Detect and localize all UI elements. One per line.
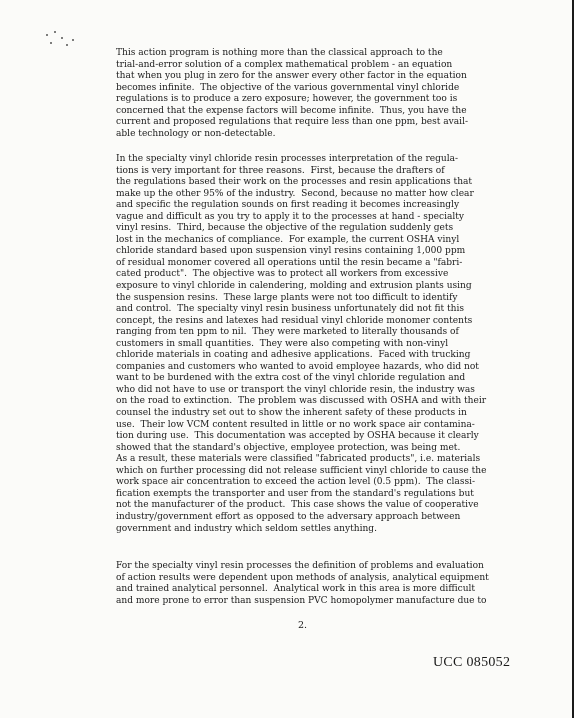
text-line: For the specialty vinyl resin processes the definition of problems and evaluation bbox=[116, 561, 484, 571]
text-line: customers in small quantities. They were also competing with non-vinyl bbox=[116, 338, 449, 349]
scan-speck bbox=[72, 39, 74, 41]
text-line: exposure to vinyl chloride in calendering, molding and extrusion plants using bbox=[116, 281, 472, 292]
text-line: the suspension resins. These large plants were not too difficult to identify bbox=[116, 292, 458, 303]
scan-speck bbox=[50, 42, 52, 44]
text-line: counsel the industry set out to show the inherent safety of these products in bbox=[116, 408, 467, 419]
page-number: 2. bbox=[298, 620, 308, 631]
text-line: This action program is nothing more than the classical approach to the bbox=[116, 48, 443, 58]
text-line: chloride standard based upon suspension vinyl resins containing 1,000 ppm bbox=[116, 246, 466, 257]
text-line: and control. The specialty vinyl resin business unfortunately did not fit this bbox=[116, 304, 465, 315]
paragraph-specialty-resin-interpretation bbox=[116, 154, 548, 535]
text-line: that when you plug in zero for the answer every other factor in the equation bbox=[116, 71, 467, 82]
text-line: vague and difficult as you try to apply it to the processes at hand - specialty bbox=[116, 211, 465, 222]
text-line: not the manufacturer of the product. This case shows the value of cooperative bbox=[116, 500, 479, 511]
text-line: which on further processing did not release sufficient vinyl chloride to cause the bbox=[116, 465, 487, 476]
scan-speck bbox=[66, 44, 68, 46]
scan-specks bbox=[44, 30, 84, 52]
text-line: lost in the mechanics of compliance. For example, the current OSHA vinyl bbox=[116, 234, 460, 245]
text-line: vinyl resins. Third, because the objective of the regulation suddenly gets bbox=[116, 223, 454, 234]
text-line: tions is very important for three reasons. First, because the drafters of bbox=[116, 165, 445, 176]
text-line: In the specialty vinyl chloride resin processes interpretation of the regula- bbox=[116, 154, 459, 164]
bates-stamp: UCC 085052 bbox=[433, 655, 511, 670]
text-line: ranging from ten ppm to nil. They were marketed to literally thousands of bbox=[116, 327, 459, 338]
text-line: on the road to extinction. The problem was discussed with OSHA and with their bbox=[116, 396, 487, 407]
text-line: and trained analytical personnel. Analytical work in this area is more difficult bbox=[116, 584, 476, 595]
text-line: able technology or non-detectable. bbox=[116, 128, 276, 139]
text-line: who did not have to use or transport the vinyl chloride resin, the industry was bbox=[116, 384, 475, 395]
text-line: showed that the standard's objective, employee protection, was being met. bbox=[116, 442, 461, 453]
text-line: the regulations based their work on the processes and resin applications that bbox=[116, 177, 473, 188]
paragraph-action-program bbox=[116, 48, 548, 140]
text-line: want to be burdened with the extra cost of the vinyl chloride regulation and bbox=[116, 373, 466, 384]
scan-speck bbox=[54, 31, 56, 33]
scan-speck bbox=[46, 34, 48, 36]
text-line: and more prone to error than suspension PVC homopolymer manufacture due to bbox=[116, 595, 487, 606]
text-line: trial-and-error solution of a complex mathematical problem - an equation bbox=[116, 59, 453, 70]
text-line: make up the other 95% of the industry. Second, because no matter how clear bbox=[116, 188, 474, 199]
text-line: use. Their low VCM content resulted in little or no work space air contamina- bbox=[116, 419, 475, 430]
text-line: industry/government effort as opposed to the adversary approach between bbox=[116, 511, 461, 522]
text-line: of action results were dependent upon methods of analysis, analytical equipment bbox=[116, 572, 489, 583]
text-line: regulations is to produce a zero exposure; however, the government too is bbox=[116, 94, 458, 105]
text-line: and specific the regulation sounds on first reading it becomes increasingly bbox=[116, 200, 460, 211]
text-line: As a result, these materials were classified "fabricated products", i.e. materials bbox=[116, 454, 481, 465]
text-line: of residual monomer covered all operations until the resin became a "fabri- bbox=[116, 257, 463, 268]
text-line: work space air concentration to exceed the action level (0.5 ppm). The classi- bbox=[116, 477, 476, 488]
text-line: becomes infinite. The objective of the various governmental vinyl chloride bbox=[116, 82, 460, 93]
text-line: tion during use. This documentation was accepted by OSHA because it clearly bbox=[116, 431, 479, 442]
scan-speck bbox=[61, 37, 63, 39]
text-line: current and proposed regulations that require less than one ppm, best avail- bbox=[116, 117, 469, 128]
text-line: concerned that the expense factors will become infinite. Thus, you have the bbox=[116, 105, 467, 116]
text-line: government and industry which seldom settles anything. bbox=[116, 523, 377, 534]
text-line: companies and customers who wanted to avoid employee hazards, who did not bbox=[116, 361, 479, 372]
paragraph-analysis-methods bbox=[116, 561, 548, 607]
text-line: concept, the resins and latexes had residual vinyl chloride monomer contents bbox=[116, 315, 473, 326]
text-line: fication exempts the transporter and user from the standard's regulations but bbox=[116, 488, 474, 499]
text-line: cated product". The objective was to protect all workers from excessive bbox=[116, 269, 449, 280]
text-line: chloride materials in coating and adhesive applications. Faced with trucking bbox=[116, 350, 471, 361]
